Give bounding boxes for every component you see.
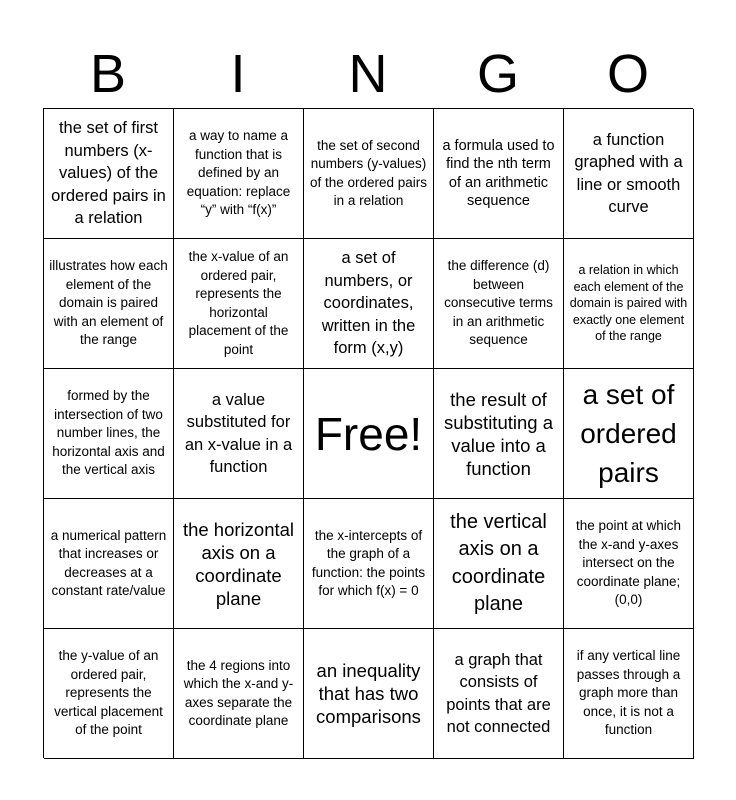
cell-text: if any vertical line passes through a graph more than once, it is not a function <box>576 648 681 738</box>
bingo-cell <box>564 369 694 499</box>
bingo-cell <box>174 369 304 499</box>
bingo-cell <box>44 369 174 499</box>
cell-text: illustrates how each element of the domain is paired with an element of the range <box>49 258 168 348</box>
cell-text: a set of ordered pairs <box>580 379 677 488</box>
bingo-cell <box>434 109 564 239</box>
bingo-cell <box>564 239 694 369</box>
bingo-cell <box>434 629 564 759</box>
header-letter-o: O <box>606 44 649 104</box>
bingo-cell <box>44 629 174 759</box>
bingo-header <box>43 44 693 104</box>
cell-text: the x-value of an ordered pair, represents the horizontal placement of the point <box>188 249 289 357</box>
bingo-cell <box>434 499 564 629</box>
bingo-cell <box>304 109 434 239</box>
cell-text: a function graphed with a line or smooth curve <box>574 130 683 216</box>
cell-text: a formula used to find the nth term of an arithmetic sequence <box>442 137 555 209</box>
bingo-cell <box>564 499 694 629</box>
free-space-label: Free! <box>314 407 423 460</box>
header-letter-b: B <box>89 44 127 104</box>
bingo-cell <box>564 109 694 239</box>
bingo-cell <box>304 499 434 629</box>
cell-text: the x-intercepts of the graph of a function: the points for which f(x) = 0 <box>311 527 426 598</box>
cell-text: the horizontal axis on a coordinate plane <box>182 518 295 609</box>
free-space-cell <box>304 369 434 499</box>
bingo-cell <box>434 369 564 499</box>
header-letter-g: G <box>476 44 519 104</box>
bingo-cell <box>434 239 564 369</box>
bingo-cell <box>44 239 174 369</box>
cell-text: a set of numbers, or coordinates, written in the form (x,y) <box>321 249 416 358</box>
cell-text: a graph that consists of points that are not connected <box>446 650 551 736</box>
header-letter-i: I <box>230 44 246 104</box>
bingo-cell <box>174 109 304 239</box>
bingo-card-grid <box>43 108 693 758</box>
cell-text: a relation in which each element of the domain is paired with exactly one element of the range <box>569 263 688 344</box>
cell-text: an inequality that has two comparisons <box>316 660 421 727</box>
bingo-cell <box>44 499 174 629</box>
bingo-cell <box>564 629 694 759</box>
bingo-cell <box>304 629 434 759</box>
cell-text: a way to name a function that is defined by an equation: replace “y” with “f(x)” <box>186 128 291 218</box>
header-letter-n: N <box>348 44 388 104</box>
cell-text: the set of first numbers (x-values) of the ordered pairs in a relation <box>51 119 166 228</box>
cell-text: formed by the intersection of two number lines, the horizontal axis and the vertical axis <box>52 388 165 478</box>
cell-text: the 4 regions into which the x-and y-axes separate the coordinate plane <box>183 657 294 728</box>
bingo-cell <box>174 629 304 759</box>
cell-text: the difference (d) between consecutive terms in an arithmetic sequence <box>444 258 553 348</box>
bingo-cell <box>44 109 174 239</box>
bingo-cell <box>174 239 304 369</box>
bingo-cell <box>174 499 304 629</box>
cell-text: the vertical axis on a coordinate plane <box>450 510 547 615</box>
cell-text: the point at which the x-and y-axes intersect on the coordinate plane; (0,0) <box>575 518 682 608</box>
cell-text: the set of second numbers (y-values) of the ordered pairs in a relation <box>309 137 428 208</box>
cell-text: a value substituted for an x-value in a function <box>184 390 293 476</box>
bingo-cell <box>304 239 434 369</box>
cell-text: a numerical pattern that increases or decreases at a constant rate/value <box>50 527 167 598</box>
cell-text: the result of substituting a value into a function <box>443 388 553 479</box>
cell-text: the y-value of an ordered pair, represents the vertical placement of the point <box>54 648 163 738</box>
